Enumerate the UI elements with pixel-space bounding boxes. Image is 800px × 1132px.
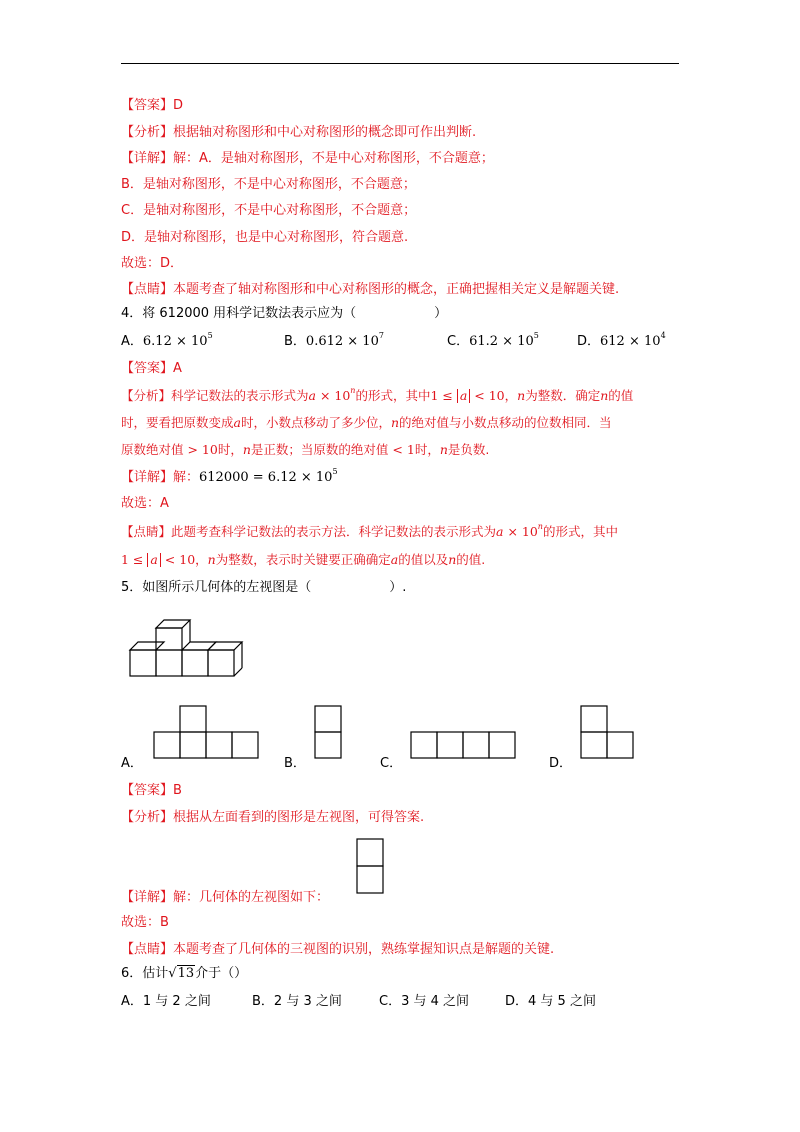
- sym: < 10: [160, 552, 196, 567]
- sym: n: [517, 388, 526, 403]
- sym: n: [439, 442, 448, 457]
- front-cube-4: [208, 650, 234, 676]
- q5-option-c-figure: [410, 731, 520, 761]
- radicand: 13: [177, 966, 195, 981]
- q3-analysis: 【分析】根据轴对称图形和中心对称图形的概念即可作出判断.: [121, 125, 477, 140]
- top-cube-face: [156, 620, 190, 628]
- q5-option-a-label: A．: [121, 756, 143, 771]
- right-edge-bottom: [234, 668, 242, 676]
- option-label: C．: [447, 334, 470, 349]
- cell: [411, 732, 437, 758]
- sym: n: [600, 388, 609, 403]
- sym: > 10: [183, 442, 218, 457]
- q4-option-c: [447, 332, 539, 352]
- option-exp: 5: [533, 331, 539, 340]
- math: 612000 = 6.12 × 10: [199, 470, 333, 485]
- sym: < 1: [388, 442, 415, 457]
- sym: n: [390, 415, 400, 430]
- option-label: D．: [577, 334, 601, 349]
- q5-choose: 故选：B: [121, 915, 169, 930]
- text: 的绝对值与小数点移动的位数相同．当: [399, 415, 612, 430]
- q6-option-d: D．4 与 5 之间: [505, 994, 596, 1009]
- cell: [206, 732, 232, 758]
- sym: n: [448, 552, 457, 567]
- math: 5: [332, 467, 338, 476]
- q5-answer: 【答案】B: [121, 783, 182, 798]
- q5-option-d-label: D．: [549, 756, 573, 771]
- sym: n: [207, 552, 216, 567]
- q4-comment-line-1: [121, 522, 618, 542]
- left-view-figure: [356, 838, 386, 896]
- q4-analysis-line-3: [121, 440, 489, 460]
- text: 【点睛】此题考查科学记数法的表示方法．科学记数法的表示形式为: [121, 524, 497, 539]
- sym: × 10: [315, 388, 351, 403]
- q5-stem: [121, 578, 406, 598]
- q3-line-b: B．是轴对称图形，不是中心对称图形，不合题意；: [121, 177, 416, 192]
- cell: [180, 706, 206, 732]
- text: 为整数．确定: [525, 388, 601, 403]
- q3-line-c: C．是轴对称图形，不是中心对称图形，不合题意；: [121, 203, 417, 218]
- times-ten: × 10: [628, 334, 661, 349]
- q6-option-c: C．3 与 4 之间: [379, 994, 470, 1009]
- q6-option-a: A．1 与 2 之间: [121, 994, 211, 1009]
- times-ten: × 10: [347, 334, 379, 349]
- option-label: B．: [284, 334, 306, 349]
- sym: × 10: [503, 524, 538, 539]
- cell: [581, 706, 607, 732]
- q6-stem-prefix: 6．估计: [121, 966, 169, 981]
- option-coef: 612: [600, 334, 625, 349]
- text: 为整数，表示时关键要正确确定: [215, 552, 391, 567]
- text: 【详解】解：: [121, 470, 200, 485]
- q5-option-b-figure: [314, 705, 346, 761]
- q5-option-c-label: C．: [380, 756, 403, 771]
- sym: 1 ≤: [121, 552, 148, 567]
- q5-option-b-label: B．: [284, 756, 306, 771]
- text: 时，小数点移动了多少位，: [240, 415, 391, 430]
- sym: a: [147, 553, 160, 567]
- front-cube-2: [156, 650, 182, 676]
- q6-option-b: B．2 与 3 之间: [252, 994, 342, 1009]
- q3-line-d: D．是轴对称图形，也是中心对称图形，符合题意.: [121, 230, 409, 245]
- q5-stem-suffix: ）.: [389, 580, 407, 595]
- sym: a: [457, 389, 470, 403]
- cell: [437, 732, 463, 758]
- text: 的值: [608, 388, 634, 403]
- cell: [489, 732, 515, 758]
- header-rule: [121, 63, 679, 64]
- option-label: A．: [121, 334, 143, 349]
- q4-option-a: [121, 332, 213, 352]
- q6-stem: [121, 964, 247, 984]
- top-face-3: [182, 642, 216, 650]
- text: 是正数；当原数的绝对值: [250, 442, 389, 457]
- option-coef: 6.12: [142, 334, 172, 349]
- option-coef: 0.612: [305, 334, 344, 349]
- top-face-4: [208, 642, 242, 650]
- times-ten: × 10: [176, 334, 208, 349]
- sym: n: [350, 386, 356, 395]
- front-cube-1: [130, 650, 156, 676]
- cell: [581, 732, 607, 758]
- q4-analysis-line-1: [121, 386, 633, 406]
- cell: [357, 866, 383, 893]
- q5-detail: 【详解】解：几何体的左视图如下：: [121, 890, 330, 905]
- sym: < 10: [470, 388, 505, 403]
- text: 是负数.: [447, 442, 490, 457]
- text: 的值.: [456, 552, 486, 567]
- text: 的形式，其中: [542, 524, 618, 539]
- cell: [154, 732, 180, 758]
- sym: n: [537, 522, 543, 531]
- q5-option-a-figure: [153, 705, 263, 761]
- cell: [180, 732, 206, 758]
- q4-comment-line-2: [121, 550, 485, 570]
- option-exp: 4: [660, 331, 666, 340]
- q4-analysis-line-2: [121, 413, 612, 433]
- q4-detail: [121, 468, 338, 488]
- option-coef: 61.2: [469, 334, 499, 349]
- top-face-1: [130, 642, 164, 650]
- cell: [232, 732, 258, 758]
- text: ，: [195, 552, 208, 567]
- cell: [315, 732, 341, 758]
- q5-stem-prefix: 5．如图所示几何体的左视图是（: [121, 580, 312, 595]
- q3-choose: 故选：D．: [121, 256, 184, 271]
- q6-stem-suffix: 介于（）: [195, 966, 248, 981]
- text: 的值以及: [398, 552, 449, 567]
- q4-stem: [121, 304, 447, 324]
- solid-figure: [128, 612, 248, 680]
- text: 原数绝对值: [121, 442, 184, 457]
- cell: [607, 732, 633, 758]
- sqrt-13: √13: [168, 966, 195, 981]
- sym: a: [308, 388, 316, 403]
- q3-detail: 【详解】解：A．是轴对称图形，不是中心对称图形，不合题意；: [121, 151, 494, 166]
- cell: [463, 732, 489, 758]
- front-cube-3: [182, 650, 208, 676]
- sym: 1 ≤: [430, 388, 457, 403]
- q5-comment: 【点睛】本题考查了几何体的三视图的识别，熟练掌握知识点是解题的关键.: [121, 942, 555, 957]
- text: ，: [504, 388, 518, 403]
- option-exp: 7: [378, 331, 384, 340]
- text: 时，: [414, 442, 440, 457]
- sym: a: [390, 552, 399, 567]
- q3-answer: 【答案】D: [121, 98, 184, 113]
- q4-answer: 【答案】A: [121, 361, 182, 376]
- cell: [357, 839, 383, 866]
- q4-option-d: [577, 332, 666, 352]
- q4-stem-suffix: ）: [434, 306, 448, 321]
- sym: n: [242, 442, 251, 457]
- q4-stem-prefix: 4．将 612000 用科学记数法表示应为（: [121, 306, 357, 321]
- q4-choose: 故选：A: [121, 496, 169, 511]
- text: 时，要看把原数变成: [121, 415, 234, 430]
- q4-option-b: [284, 332, 384, 352]
- q5-analysis: 【分析】根据从左面看到的图形是左视图，可得答案.: [121, 810, 425, 825]
- text: 【分析】科学记数法的表示形式为: [121, 388, 309, 403]
- sym: a: [496, 524, 504, 539]
- text: 的形式，其中: [355, 388, 431, 403]
- sym: a: [233, 415, 241, 430]
- cell: [315, 706, 341, 732]
- q5-option-d-figure: [580, 705, 638, 761]
- q3-comment: 【点睛】本题考查了轴对称图形和中心对称图形的概念，正确把握相关定义是解题关键.: [121, 282, 620, 297]
- option-exp: 5: [207, 331, 213, 340]
- text: 时，: [217, 442, 243, 457]
- times-ten: × 10: [502, 334, 534, 349]
